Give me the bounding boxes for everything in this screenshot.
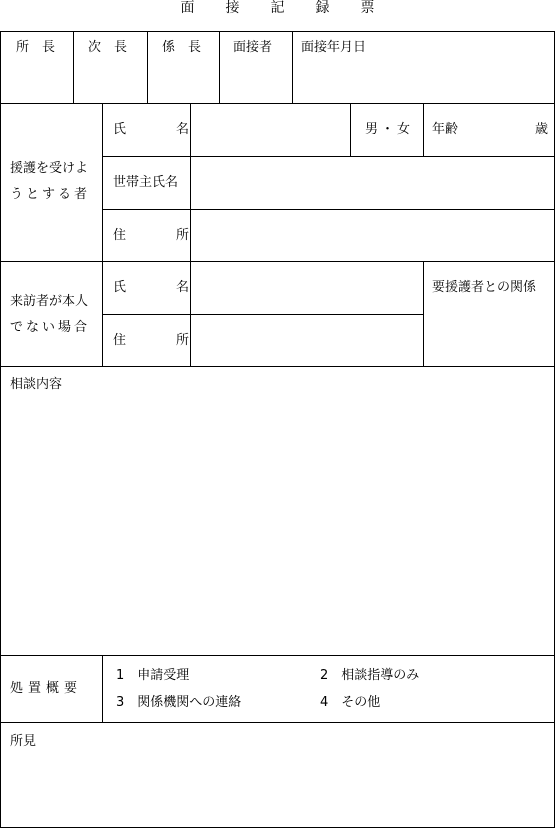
- age-label: 年齢: [432, 122, 459, 137]
- applicant-address-label: 住 所: [113, 228, 198, 243]
- disposition-option[interactable]: 2 相談指導のみ: [320, 668, 420, 683]
- household-head-field[interactable]: [191, 157, 554, 209]
- gender-label[interactable]: 男・女: [365, 122, 414, 137]
- divider-approval-4: [292, 31, 293, 103]
- director-label: 所 長: [16, 40, 56, 55]
- relation-label: 要援護者との関係: [432, 280, 537, 295]
- interview-date-label: 面接年月日: [301, 40, 367, 55]
- divider-visitor-bottom: [0, 366, 555, 367]
- applicant-address-field[interactable]: [191, 210, 554, 261]
- divider-relation: [423, 261, 424, 366]
- divider-gender-right: [423, 103, 424, 156]
- divider-consultation-bottom: [0, 655, 555, 656]
- findings-field[interactable]: [1, 752, 554, 826]
- consultation-field[interactable]: [1, 396, 554, 654]
- deputy-label: 次 長: [88, 40, 128, 55]
- divider-section-label: [102, 103, 103, 366]
- disposition-label: 処置概要: [10, 681, 83, 696]
- visitor-name-label: 氏 名: [113, 280, 198, 295]
- applicant-section-label-1: 援護を受けよ: [10, 161, 89, 176]
- divider-disposition-label: [102, 655, 103, 722]
- disposition-option[interactable]: 3 関係機関への連絡: [116, 695, 242, 710]
- interviewer-label: 面接者: [233, 40, 273, 55]
- divider-approval-1: [73, 31, 74, 103]
- visitor-section-label-1: 来訪者が本人: [10, 294, 89, 309]
- visitor-address-field[interactable]: [191, 315, 422, 366]
- applicant-name-label-text: 氏 名: [113, 122, 198, 137]
- age-unit: 歳: [535, 122, 549, 137]
- chief-label: 係 長: [162, 40, 202, 55]
- divider-gender-left: [350, 103, 351, 156]
- disposition-option[interactable]: 4 その他: [320, 695, 381, 710]
- disposition-option[interactable]: 1 申請受理: [116, 668, 190, 683]
- visitor-address-label: 住 所: [113, 333, 198, 348]
- applicant-name-label: [113, 122, 198, 138]
- divider-disposition-bottom: [0, 722, 555, 723]
- divider-approval-3: [219, 31, 220, 103]
- household-head-label: 世帯主氏名: [113, 175, 179, 190]
- applicant-section-label-2: うとする者: [10, 187, 91, 202]
- applicant-name-field[interactable]: [191, 104, 349, 156]
- divider-approval-2: [147, 31, 148, 103]
- form-title: 面接記録票: [180, 0, 406, 16]
- visitor-section-label-2: でない場合: [10, 320, 91, 335]
- consultation-label: 相談内容: [10, 377, 63, 392]
- visitor-name-field[interactable]: [191, 262, 422, 314]
- findings-label: 所見: [10, 734, 37, 749]
